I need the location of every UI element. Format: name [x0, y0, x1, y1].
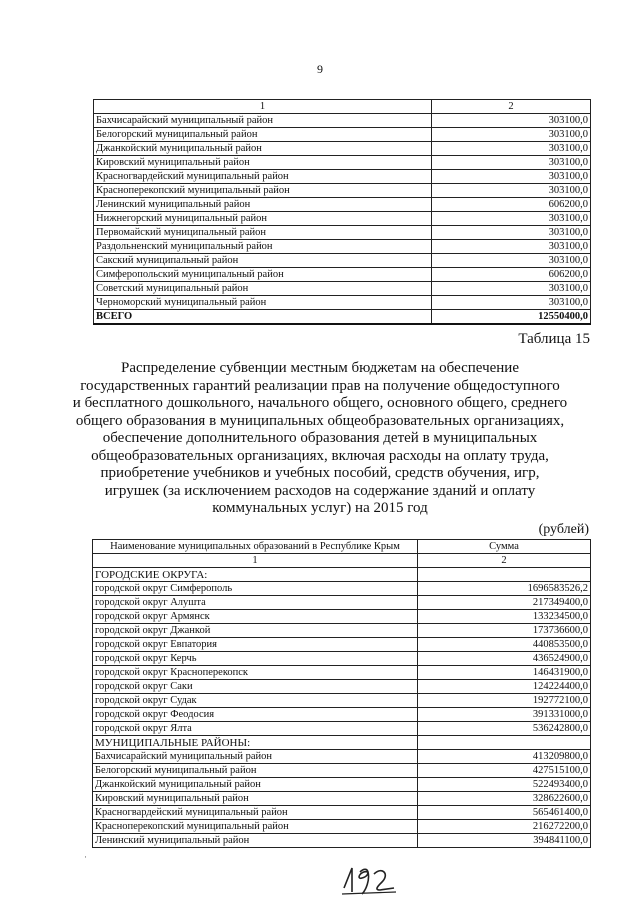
row-value: 427515100,0 [418, 764, 591, 778]
row-name: Кировский муниципальный район [93, 792, 418, 806]
row-value: 303100,0 [432, 226, 591, 240]
row-name: городской округ Армянск [93, 610, 418, 624]
table-row [94, 156, 591, 170]
column-header-sum: Сумма [418, 540, 591, 554]
row-value: 565461400,0 [418, 806, 591, 820]
row-value: 303100,0 [432, 128, 591, 142]
table-row [93, 624, 591, 638]
title-line: и бесплатного дошкольного, начального общего, основного общего, среднего [72, 395, 568, 411]
row-value: 394841100,0 [418, 834, 591, 848]
table-row [94, 226, 591, 240]
table-row [93, 722, 591, 736]
table-row [94, 128, 591, 142]
table-row [93, 652, 591, 666]
row-name: Джанкойский муниципальный район [93, 778, 418, 792]
column-number-row [93, 554, 591, 568]
row-value: 146431900,0 [418, 666, 591, 680]
row-name: Кировский муниципальный район [94, 156, 432, 170]
handwritten-page-number [340, 862, 400, 896]
row-name: городской округ Симферополь [93, 582, 418, 596]
row-value: 133234500,0 [418, 610, 591, 624]
row-name: Белогорский муниципальный район [93, 764, 418, 778]
row-value: 606200,0 [432, 268, 591, 282]
row-name: ВСЕГО [94, 310, 432, 325]
row-name: городской округ Ялта [93, 722, 418, 736]
table-row [94, 170, 591, 184]
row-value: 522493400,0 [418, 778, 591, 792]
section-label: МУНИЦИПАЛЬНЫЕ РАЙОНЫ: [93, 736, 418, 750]
table-row [94, 142, 591, 156]
units-label: (рублей) [538, 522, 589, 537]
row-value: 303100,0 [432, 254, 591, 268]
row-name: Красноперекопский муниципальный район [93, 820, 418, 834]
row-name: городской округ Керчь [93, 652, 418, 666]
row-value: 192772100,0 [418, 694, 591, 708]
subsidy-table-continued [93, 99, 591, 325]
section-row-municipal-districts [93, 736, 591, 750]
section-row-urban-districts [93, 568, 591, 582]
column-number: 1 [93, 554, 418, 568]
table-row [93, 778, 591, 792]
row-value: 303100,0 [432, 296, 591, 310]
table-row [93, 806, 591, 820]
section-label: ГОРОДСКИЕ ОКРУГА: [93, 568, 418, 582]
row-name: Нижнегорский муниципальный район [94, 212, 432, 226]
row-name: городской округ Джанкой [93, 624, 418, 638]
section-value-empty [418, 568, 591, 582]
row-name: Ленинский муниципальный район [93, 834, 418, 848]
row-name: городской округ Судак [93, 694, 418, 708]
row-name: Бахчисарайский муниципальный район [93, 750, 418, 764]
title-line: обеспечение дополнительного образования детей в муниципальных [102, 430, 538, 446]
table-row [93, 596, 591, 610]
table-row [93, 834, 591, 848]
table-row [93, 680, 591, 694]
row-name: городской округ Евпатория [93, 638, 418, 652]
row-value: 303100,0 [432, 142, 591, 156]
row-name: Симферопольский муниципальный район [94, 268, 432, 282]
table-row [93, 820, 591, 834]
row-value: 124224400,0 [418, 680, 591, 694]
table-row [93, 666, 591, 680]
row-value: 1696583526,2 [418, 582, 591, 596]
title-line: Распределение субвенции местным бюджетам на обеспечение [121, 360, 519, 376]
row-value: 536242800,0 [418, 722, 591, 736]
row-name: Красногвардейский муниципальный район [94, 170, 432, 184]
row-value: 328622600,0 [418, 792, 591, 806]
title-line: приобретение учебников и учебных пособий, средств обучения, игр, [100, 465, 540, 481]
table-row [93, 638, 591, 652]
title-line: общеобразовательных организациях, включая расходы на оплату труда, [91, 447, 549, 464]
table-row [93, 750, 591, 764]
title-line: общего образования в муниципальных общеобразовательных организациях, [75, 412, 565, 429]
column-number: 2 [418, 554, 591, 568]
margin-mark: · [84, 852, 87, 862]
row-value: 391331000,0 [418, 708, 591, 722]
row-name: Джанкойский муниципальный район [94, 142, 432, 156]
row-value: 303100,0 [432, 282, 591, 296]
row-value: 216272200,0 [418, 820, 591, 834]
table-row [93, 694, 591, 708]
row-value: 436524900,0 [418, 652, 591, 666]
table-row [93, 582, 591, 596]
row-name: Сакский муниципальный район [94, 254, 432, 268]
row-value: 606200,0 [432, 198, 591, 212]
row-name: Красноперекопский муниципальный район [94, 184, 432, 198]
table-row [93, 792, 591, 806]
table-row [94, 268, 591, 282]
section-value-empty [418, 736, 591, 750]
total-row [94, 310, 591, 325]
page-number: 9 [317, 62, 323, 76]
row-name: Белогорский муниципальный район [94, 128, 432, 142]
table-row [94, 240, 591, 254]
table-row [94, 282, 591, 296]
table-header-row [94, 100, 591, 114]
row-value: 303100,0 [432, 170, 591, 184]
table-row [94, 296, 591, 310]
row-value: 303100,0 [432, 114, 591, 128]
table-header-row [93, 540, 591, 554]
table-row [93, 708, 591, 722]
title-line: государственных гарантий реализации прав на получение общедоступного [80, 377, 560, 394]
row-name: Черноморский муниципальный район [94, 296, 432, 310]
row-name: Бахчисарайский муниципальный район [94, 114, 432, 128]
column-number: 2 [432, 100, 591, 114]
title-line: коммунальных услуг) на 2015 год [212, 500, 428, 516]
row-value: 440853500,0 [418, 638, 591, 652]
row-value: 217349400,0 [418, 596, 591, 610]
table-title [60, 360, 580, 518]
table-row [94, 212, 591, 226]
row-value: 303100,0 [432, 156, 591, 170]
row-name: городской округ Феодосия [93, 708, 418, 722]
table-row [94, 114, 591, 128]
row-value: 12550400,0 [432, 310, 591, 325]
row-name: городской округ Алушта [93, 596, 418, 610]
table-row [93, 764, 591, 778]
row-name: Красногвардейский муниципальный район [93, 806, 418, 820]
table-row [94, 184, 591, 198]
row-name: Первомайский муниципальный район [94, 226, 432, 240]
column-number: 1 [94, 100, 432, 114]
title-line: игрушек (за исключением расходов на содержание зданий и оплату [104, 482, 536, 499]
row-value: 303100,0 [432, 184, 591, 198]
table-row [94, 254, 591, 268]
column-header-municipality: Наименование муниципальных образований в Республике Крым [93, 540, 418, 554]
row-value: 173736600,0 [418, 624, 591, 638]
row-value: 413209800,0 [418, 750, 591, 764]
subvention-distribution-table [92, 539, 591, 848]
row-name: Ленинский муниципальный район [94, 198, 432, 212]
table-row [94, 198, 591, 212]
row-name: городской округ Саки [93, 680, 418, 694]
row-name: Советский муниципальный район [94, 282, 432, 296]
row-name: Раздольненский муниципальный район [94, 240, 432, 254]
row-name: городской округ Красноперекопск [93, 666, 418, 680]
table-row [93, 610, 591, 624]
row-value: 303100,0 [432, 212, 591, 226]
row-value: 303100,0 [432, 240, 591, 254]
table-label: Таблица 15 [518, 331, 590, 347]
